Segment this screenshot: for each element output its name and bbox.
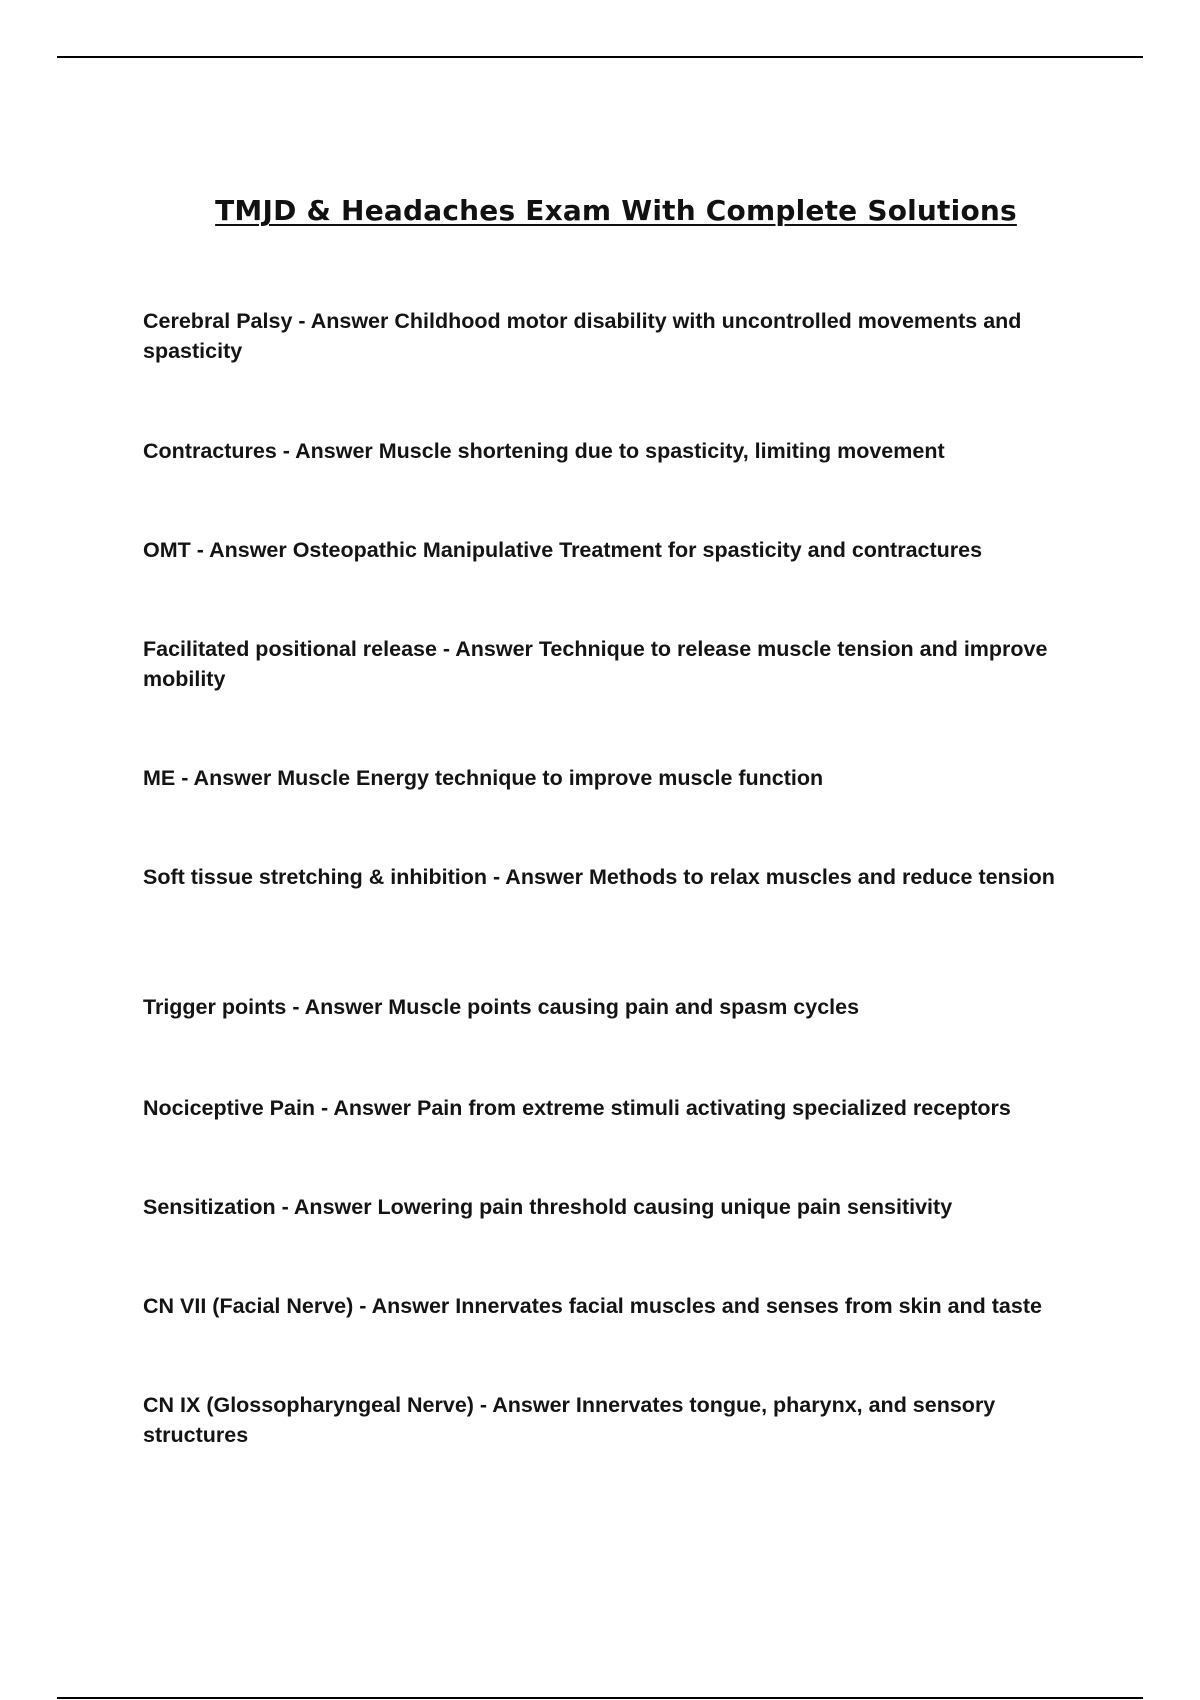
document-title-text: TMJD & Headaches Exam With Complete Solutions: [215, 194, 1017, 227]
qa-entry: Nociceptive Pain - Answer Pain from extreme stimuli activating specialized receptors: [143, 1096, 1011, 1120]
qa-entry: Cerebral Palsy - Answer Childhood motor disability with uncontrolled movements and spasticity: [143, 309, 1022, 363]
header-rule: [57, 56, 1143, 58]
qa-entry: CN IX (Glossopharyngeal Nerve) - Answer Innervates tongue, pharynx, and sensory structures: [143, 1393, 996, 1447]
document-title: [0, 193, 1200, 229]
qa-entry: ME - Answer Muscle Energy technique to improve muscle function: [143, 766, 824, 790]
qa-entry: Trigger points - Answer Muscle points causing pain and spasm cycles: [143, 995, 860, 1019]
qa-entry: Soft tissue stretching & inhibition - Answer Methods to relax muscles and reduce tension: [143, 865, 1055, 889]
qa-entry: Contractures - Answer Muscle shortening due to spasticity, limiting movement: [143, 439, 945, 463]
qa-entry: Facilitated positional release - Answer Technique to release muscle tension and improve mobility: [143, 637, 1048, 691]
qa-entry: OMT - Answer Osteopathic Manipulative Treatment for spasticity and contractures: [143, 538, 983, 562]
qa-entry: Sensitization - Answer Lowering pain threshold causing unique pain sensitivity: [143, 1195, 953, 1219]
qa-entry: CN VII (Facial Nerve) - Answer Innervates facial muscles and senses from skin and taste: [143, 1294, 1042, 1318]
footer-rule: [57, 1697, 1143, 1699]
